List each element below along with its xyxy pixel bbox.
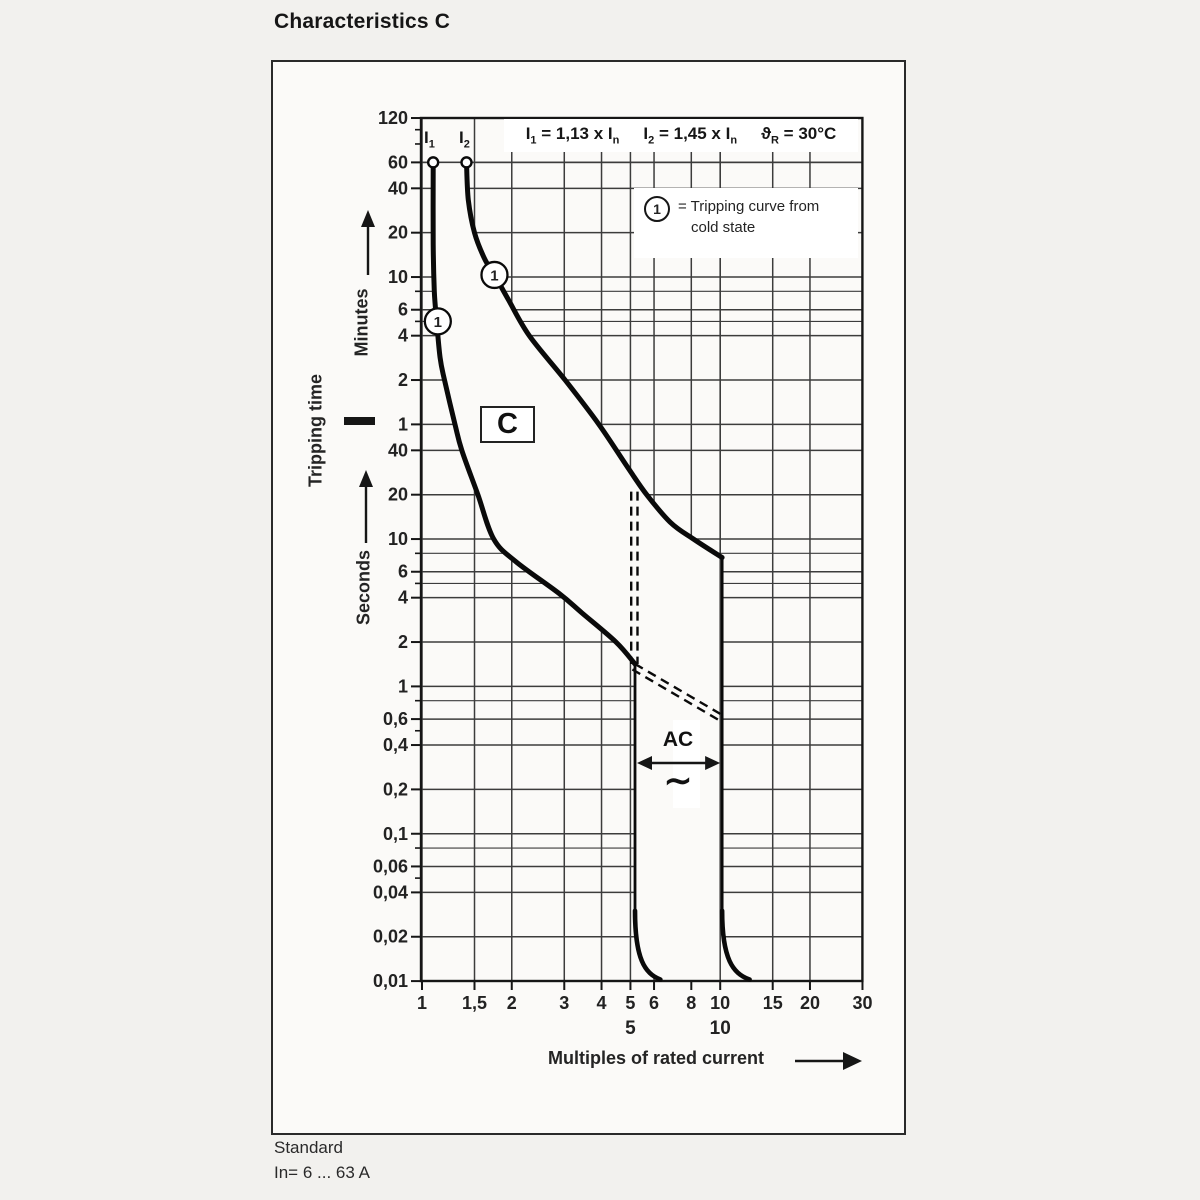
x-axis-title: Multiples of rated current [548, 1048, 765, 1068]
x-trip-threshold-label: 10 [709, 1018, 731, 1039]
footer-rated-current-range: In= 6 ... 63 A [274, 1163, 370, 1182]
y-tick-label: 6 [397, 561, 408, 582]
x-tick-label: 1,5 [461, 993, 488, 1013]
y-tick-label: 2 [397, 632, 408, 653]
x-tick-label: 5 [625, 993, 636, 1013]
footer-standard: Standard [274, 1138, 343, 1157]
formula-temperature: $ϑ_R = 30^\circ C$ [761, 124, 837, 147]
legend-box [634, 188, 858, 258]
legend-curve-marker-icon: 1 [644, 196, 670, 222]
current-i2-label: $I_2$ [459, 128, 470, 151]
x-tick-label: 4 [596, 993, 607, 1013]
x-trip-threshold-label: 5 [625, 1018, 636, 1039]
formula-box [504, 119, 858, 152]
y-tick-label: 1 [397, 676, 408, 697]
y-tick-label: 0,04 [372, 882, 408, 903]
y-tick-label: 10 [387, 267, 408, 288]
ac-range-label: AC [662, 728, 694, 751]
y-tick-label: 40 [387, 178, 408, 199]
x-tick-label: 6 [649, 993, 660, 1013]
seconds-up-arrow-head [359, 470, 373, 487]
cold-state-marker-label: 1 [490, 267, 499, 285]
characteristic-class-label: C [480, 406, 535, 443]
y-tick-label: 20 [387, 222, 408, 243]
y-tick-label: 0,02 [372, 926, 408, 947]
x-tick-label: 20 [799, 993, 820, 1013]
y-tick-label: 4 [397, 587, 408, 608]
page-title: Characteristics C [274, 10, 451, 33]
x-tick-label: 15 [762, 993, 783, 1013]
x-tick-label: 1 [416, 993, 428, 1013]
ac-tilde-icon: ∼ [663, 762, 693, 800]
x-tick-label: 3 [559, 993, 570, 1013]
x-tick-label: 30 [852, 993, 873, 1013]
legend-line1: = Tripping curve from [678, 198, 820, 215]
y-tick-label: 4 [397, 325, 408, 346]
y-axis-title: Tripping time [305, 374, 326, 488]
y-tick-label: 6 [397, 299, 408, 320]
y-tick-label: 0,06 [372, 856, 408, 877]
y-tick-label: 10 [387, 529, 408, 550]
y-axis-unit-seconds: Seconds [353, 549, 374, 626]
x-tick-label: 2 [506, 993, 517, 1013]
legend-text [678, 196, 819, 238]
x-tick-label: 8 [686, 993, 697, 1013]
legend-line2: cold state [691, 219, 756, 236]
x-axis-arrow-head [843, 1052, 862, 1070]
y-tick-label: 0,4 [382, 735, 408, 756]
current-i1-label: $I_1$ [424, 128, 435, 151]
curve-start-marker [428, 157, 438, 167]
y-tick-label: 0,01 [372, 971, 408, 992]
formula-i2: $I_2 = 1,45$ x $I_n$ [643, 124, 738, 147]
cold-state-marker-label: 1 [433, 313, 442, 331]
y-tick-label: 1 [397, 414, 408, 435]
y-tick-label: 0,2 [382, 779, 408, 800]
y-tick-label: 20 [387, 484, 408, 505]
y-axis-unit-minutes: Minutes [351, 288, 372, 357]
y-tick-label: 120 [377, 108, 408, 129]
y-tick-label: 40 [387, 440, 408, 461]
x-tick-label: 10 [710, 993, 731, 1013]
curve-start-marker [461, 157, 471, 167]
y-tick-label: 60 [387, 152, 408, 173]
y-tick-label: 0,6 [382, 709, 408, 730]
minutes-up-arrow-head [361, 210, 375, 227]
formula-i1: $I_1 = 1,13$ x $I_n$ [525, 124, 620, 147]
y-tick-label: 0,1 [382, 823, 408, 844]
y-tick-label: 2 [397, 370, 408, 391]
